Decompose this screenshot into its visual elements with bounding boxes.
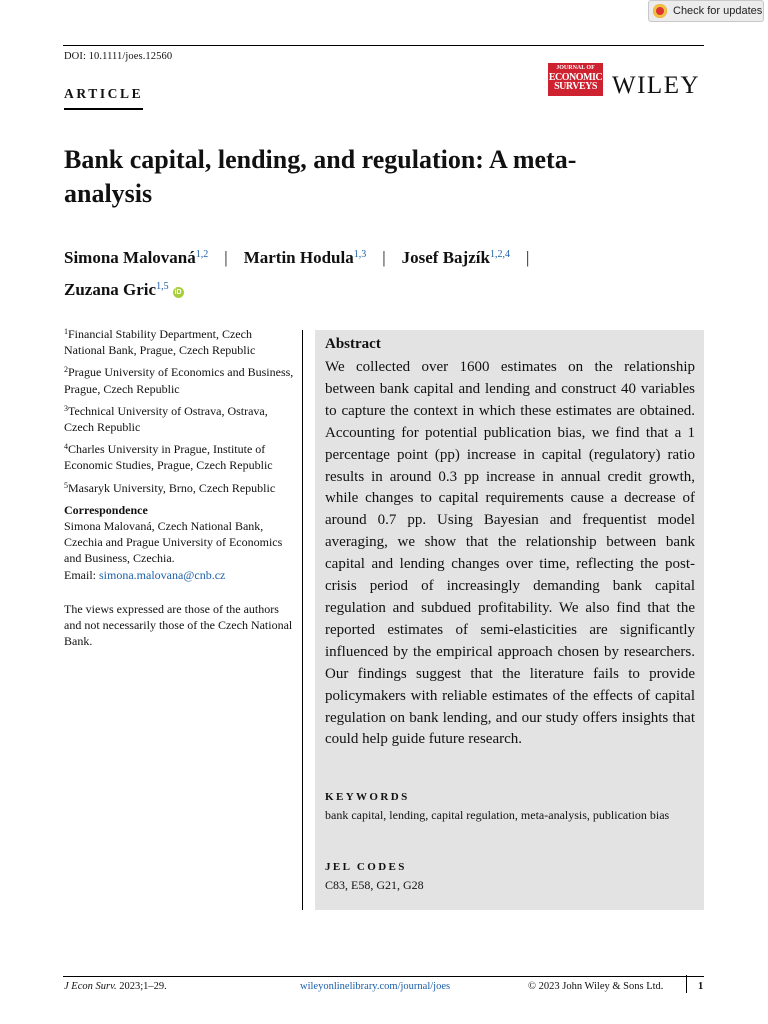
journal-logo-line1: JOURNAL OF — [556, 65, 595, 71]
article-type: ARTICLE — [64, 86, 144, 101]
abstract-heading: Abstract — [325, 336, 381, 352]
affiliation: $^1$Financial Stability Department, Czech National Bank, Prague, Czech Republic — [64, 327, 256, 358]
article-type-underline — [64, 108, 143, 110]
check-for-updates-button[interactable] — [648, 0, 764, 22]
journal-logo — [548, 63, 603, 96]
footer-rule — [63, 976, 704, 977]
author[interactable]: Simona Malovaná$^{1,2}$ — [64, 248, 209, 267]
footer-divider — [686, 975, 687, 993]
keywords-text: bank capital, lending, capital regulation, meta-analysis, publication bias — [325, 808, 670, 822]
correspondence-heading: Correspondence — [64, 502, 148, 517]
affiliations-column — [64, 324, 296, 653]
jel-heading: JEL CODES — [325, 861, 407, 873]
affiliation: $^5$Masaryk University, Brno, Czech Republic — [64, 480, 276, 495]
header-rule — [63, 45, 704, 46]
footer-copyright: © 2023 John Wiley & Sons Ltd. — [528, 981, 664, 992]
crossmark-icon — [653, 4, 667, 18]
affiliation: $^4$Charles University in Prague, Institute of Economic Studies, Prague, Czech Republic — [64, 442, 273, 473]
affiliation: $^2$Prague University of Economics and Business, Prague, Czech Republic — [64, 365, 294, 396]
page-number: 1 — [698, 981, 704, 992]
doi[interactable]: DOI: 10.1111/joes.12560 — [64, 51, 173, 62]
abstract-text: We collected over 1600 estimates on the relationship between bank capital and lending and construct 40 variables to capture the context in which these estimates are obtained. Accounting for potential publication bias, we find that a 1 percentage point (pp) increase in capital (regulatory) ratio results in around 0.3 pp increase in annual credit growth, while changes to capital requirements cause a decrease of around 0.7 pp. Using Bayesian and frequentist model averaging, we show that the relationship between bank capital and lending changes over time, reflecting the post-crisis period of increasingly demanding bank capital regulation and subdued profitability. We also find that the reported estimates of semi-elasticities are significantly influenced by the empirical approach chosen by researchers. Our findings suggest that the literature fails to provide policymakers with reliable estimates of the effects of capital regulation on bank lending, and our study offers insights that could help guide future research. — [325, 359, 695, 748]
author[interactable]: Martin Hodula$^{1,3}$ — [243, 248, 367, 267]
column-divider — [302, 330, 303, 910]
paper-title: Bank capital, lending, and regulation: A meta-analysis — [64, 145, 577, 208]
email-link[interactable]: simona.malovana@cnb.cz — [99, 567, 226, 582]
footer-citation: J Econ Surv. 2023;1–29. — [64, 981, 167, 992]
keywords-heading: KEYWORDS — [325, 791, 410, 803]
disclaimer: The views expressed are those of the authors and not necessarily those of the Czech National Bank. — [64, 601, 293, 649]
author-list: Simona Malovaná$^{1,2}$ | Martin Hodula$^{1,3}$ | Josef Bajzík$^{1,2,4}$ | Zuzana Gric$^{1,5}$iD — [64, 248, 530, 299]
journal-logo-line2: ECONOMIC — [548, 72, 603, 83]
correspondence-body: Simona Malovaná, Czech National Bank, Czechia and Prague University of Economics and Business, Czechia. Email: simona.malovana@cnb.cz — [64, 519, 283, 582]
affiliation: $^3$Technical University of Ostrava, Ostrava, Czech Republic — [64, 403, 268, 435]
orcid-icon[interactable]: iD — [174, 289, 182, 296]
jel-codes: C83, E58, G21, G28 — [325, 878, 424, 892]
author[interactable]: Josef Bajzík$^{1,2,4}$ — [401, 248, 510, 267]
author[interactable]: Zuzana Gric$^{1,5}$ — [64, 280, 169, 299]
footer-journal-link[interactable]: wileyonlinelibrary.com/journal/joes — [300, 981, 451, 992]
publisher-logo: WILEY — [612, 72, 701, 99]
journal-logo-line3: SURVEYS — [554, 81, 597, 92]
check-for-updates-label: Check for updates — [673, 5, 763, 17]
